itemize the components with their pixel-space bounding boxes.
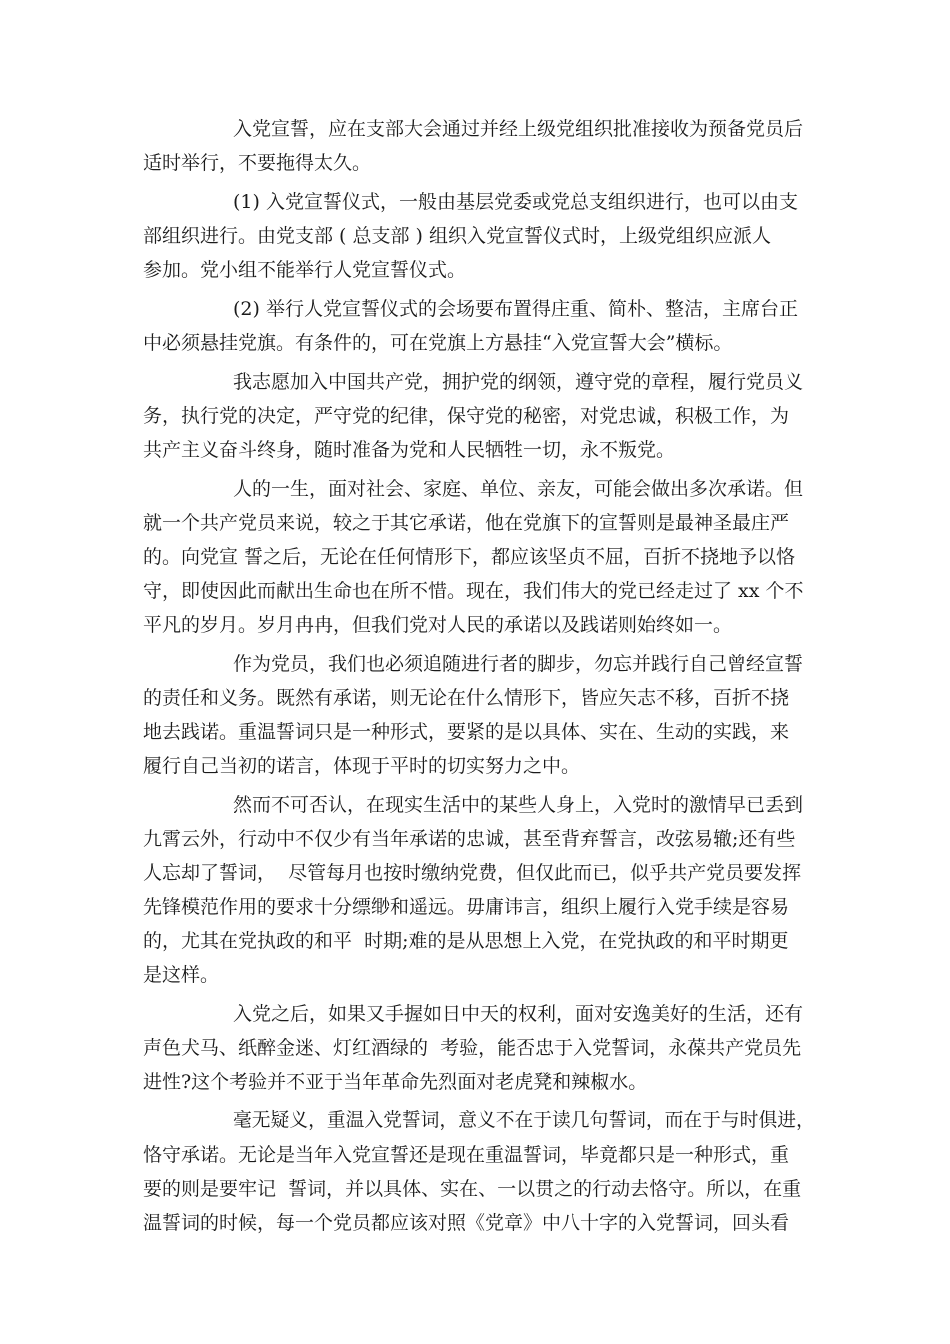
- para-line: 适时举行，不要拖得太久。: [143, 152, 372, 174]
- para-line: 是这样。: [143, 964, 220, 986]
- para-line: 声色犬马、纸醉金迷、灯红酒绿的 考验，能否忠于入党誓词，永葆共产党员先: [143, 1037, 802, 1059]
- para-line: 务，执行党的决定，严守党的纪律，保守党的秘密，对党忠诚，积极工作，为: [143, 405, 790, 427]
- para-line: 先锋模范作用的要求十分缥缈和遥远。毋庸讳言，组织上履行入党手续是容易: [143, 896, 790, 918]
- para-line: 恪守承诺。无论是当年入党宣誓还是现在重温誓词，毕竟都只是一种形式，重: [143, 1144, 790, 1166]
- para-line: 要的则是要牢记 誓词，并以具体、实在、一以贯之的行动去恪守。所以，在重: [143, 1178, 802, 1200]
- para-line: 平凡的岁月。岁月冉冉，但我们党对人民的承诺以及践诺则始终如一。: [143, 614, 733, 636]
- para-line: 就一个共产党员来说，较之于其它承诺，他在党旗下的宣誓则是最神圣最庄严: [143, 512, 790, 534]
- para-line: 作为党员，我们也必须追随进行者的脚步，勿忘并践行自己曾经宣誓: [233, 653, 804, 675]
- para-line: (1) 入党宣誓仪式，一般由基层党委或党总支组织进行，也可以由支: [233, 191, 798, 213]
- para-line: 地去践诺。重温誓词只是一种形式，要紧的是以具体、实在、生动的实践，来: [143, 721, 790, 743]
- para-line: 部组织进行。由党支部 ( 总支部 ) 组织入党宣誓仪式时，上级党组织应派人: [143, 225, 771, 247]
- para-line: 温誓词的时候，每一个党员都应该对照《党章》中八十字的入党誓词，回头看: [143, 1212, 790, 1234]
- para-line: 的责任和义务。既然有承诺，则无论在什么情形下，皆应矢志不移，百折不挠: [143, 687, 790, 709]
- para-line: 守，即使因此而献出生命也在所不惜。现在，我们伟大的党已经走过了 xx 个不: [143, 580, 804, 602]
- para-line: 毫无疑义，重温入党誓词，意义不在于读几句誓词，而在于与时俱进，: [233, 1110, 815, 1131]
- para-line: 然而不可否认，在现实生活中的某些人身上，入党时的激情早已丢到: [233, 794, 804, 816]
- para-line: 参加。党小组不能举行人党宣誓仪式。: [143, 259, 467, 281]
- para-line: 履行自己当初的诺言，体现于平时的切实努力之中。: [143, 755, 581, 777]
- para-line: 入党之后，如果又手握如日中天的权利，面对安逸美好的生活，还有: [233, 1003, 804, 1025]
- para-line: 入党宣誓，应在支部大会通过并经上级党组织批准接收为预备党员后: [233, 118, 804, 140]
- para-line: 中必须悬挂党旗。有条件的，可在党旗上方悬挂“入党宣誓大会”横标。: [143, 332, 733, 354]
- para-line: 人忘却了誓词， 尽管每月也按时缴纳党费，但仅此而已，似乎共产党员要发挥: [143, 862, 802, 884]
- para-line: (2) 举行人党宣誓仪式的会场要布置得庄重、简朴、整洁，主席台正: [233, 298, 798, 320]
- para-line: 的。向党宣 誓之后，无论在任何情形下，都应该坚贞不屈，百折不挠地予以恪: [143, 546, 796, 568]
- para-line: 共产主义奋斗终身，随时准备为党和人民牺牲一切，永不叛党。: [143, 439, 676, 461]
- para-line: 的，尤其在党执政的和平 时期;难的是从思想上入党，在党执政的和平时期更: [143, 930, 789, 952]
- para-line: 进性?这个考验并不亚于当年革命先烈面对老虎凳和辣椒水。: [143, 1071, 648, 1093]
- para-line: 九霄云外，行动中不仅少有当年承诺的忠诚，甚至背弃誓言，改弦易辙;还有些: [143, 828, 796, 850]
- para-line: 人的一生，面对社会、家庭、单位、亲友，可能会做出多次承诺。但: [233, 478, 804, 500]
- para-line: 我志愿加入中国共产党，拥护党的纲领，遵守党的章程，履行党员义: [233, 371, 804, 393]
